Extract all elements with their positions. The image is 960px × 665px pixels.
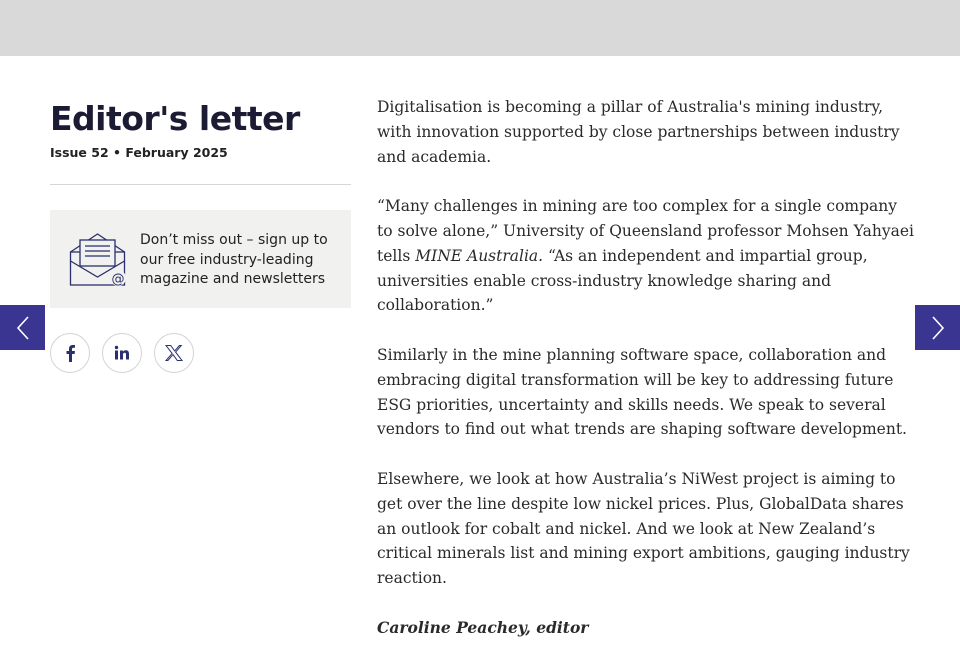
article-text: “Many challenges in mining are too complex for a single company to solve alone,” University of Queensland professor Mohsen Yahyaei tells	[377, 197, 914, 265]
divider	[50, 184, 351, 185]
next-page-button[interactable]	[915, 305, 960, 350]
chevron-right-icon	[930, 315, 946, 341]
linkedin-icon	[114, 345, 130, 361]
newsletter-signup-text[interactable]: Don’t miss out – sign up to our free industry-leading magazine and newsletters	[140, 232, 328, 287]
article-paragraph: Similarly in the mine planning software space, collaboration and embracing digital transformation will be key to addressing future ESG priorities, uncertainty and skills needs. We speak to several vendors to find out what trends are shaping software development.	[377, 345, 907, 439]
newsletter-signup-box[interactable]	[50, 210, 351, 308]
sidebar	[50, 98, 351, 373]
publication-name: MINE Australia.	[415, 246, 544, 265]
envelope-icon	[69, 231, 127, 289]
editor-signature: Caroline Peachey, editor	[377, 617, 589, 637]
article-paragraph	[377, 194, 917, 318]
chevron-left-icon	[15, 315, 31, 341]
article-paragraph: Digitalisation is becoming a pillar of Australia's mining industry, with innovation supported by close partnerships between industry and academia.	[377, 98, 900, 166]
x-share-button[interactable]	[154, 333, 194, 373]
linkedin-share-button[interactable]	[102, 333, 142, 373]
article-text: “As an independent and impartial group, universities enable cross-industry knowledge sharing and collaboration.”	[377, 246, 868, 315]
article-body	[377, 95, 917, 665]
social-share-bar	[50, 333, 351, 373]
issue-info: Issue 52 • February 2025	[50, 145, 228, 160]
page-title: Editor's letter	[50, 99, 300, 138]
article-paragraph: Elsewhere, we look at how Australia’s NiWest project is aiming to get over the line despite low nickel prices. Plus, GlobalData shares an outlook for cobalt and nickel. And we look at New Zealand’s critical minerals list and mining export ambitions, gauging industry reaction.	[377, 469, 910, 588]
facebook-icon	[64, 344, 76, 362]
top-banner	[0, 0, 960, 56]
svg-text:@: @	[111, 272, 125, 287]
x-icon	[165, 345, 183, 361]
previous-page-button[interactable]	[0, 305, 45, 350]
facebook-share-button[interactable]	[50, 333, 90, 373]
